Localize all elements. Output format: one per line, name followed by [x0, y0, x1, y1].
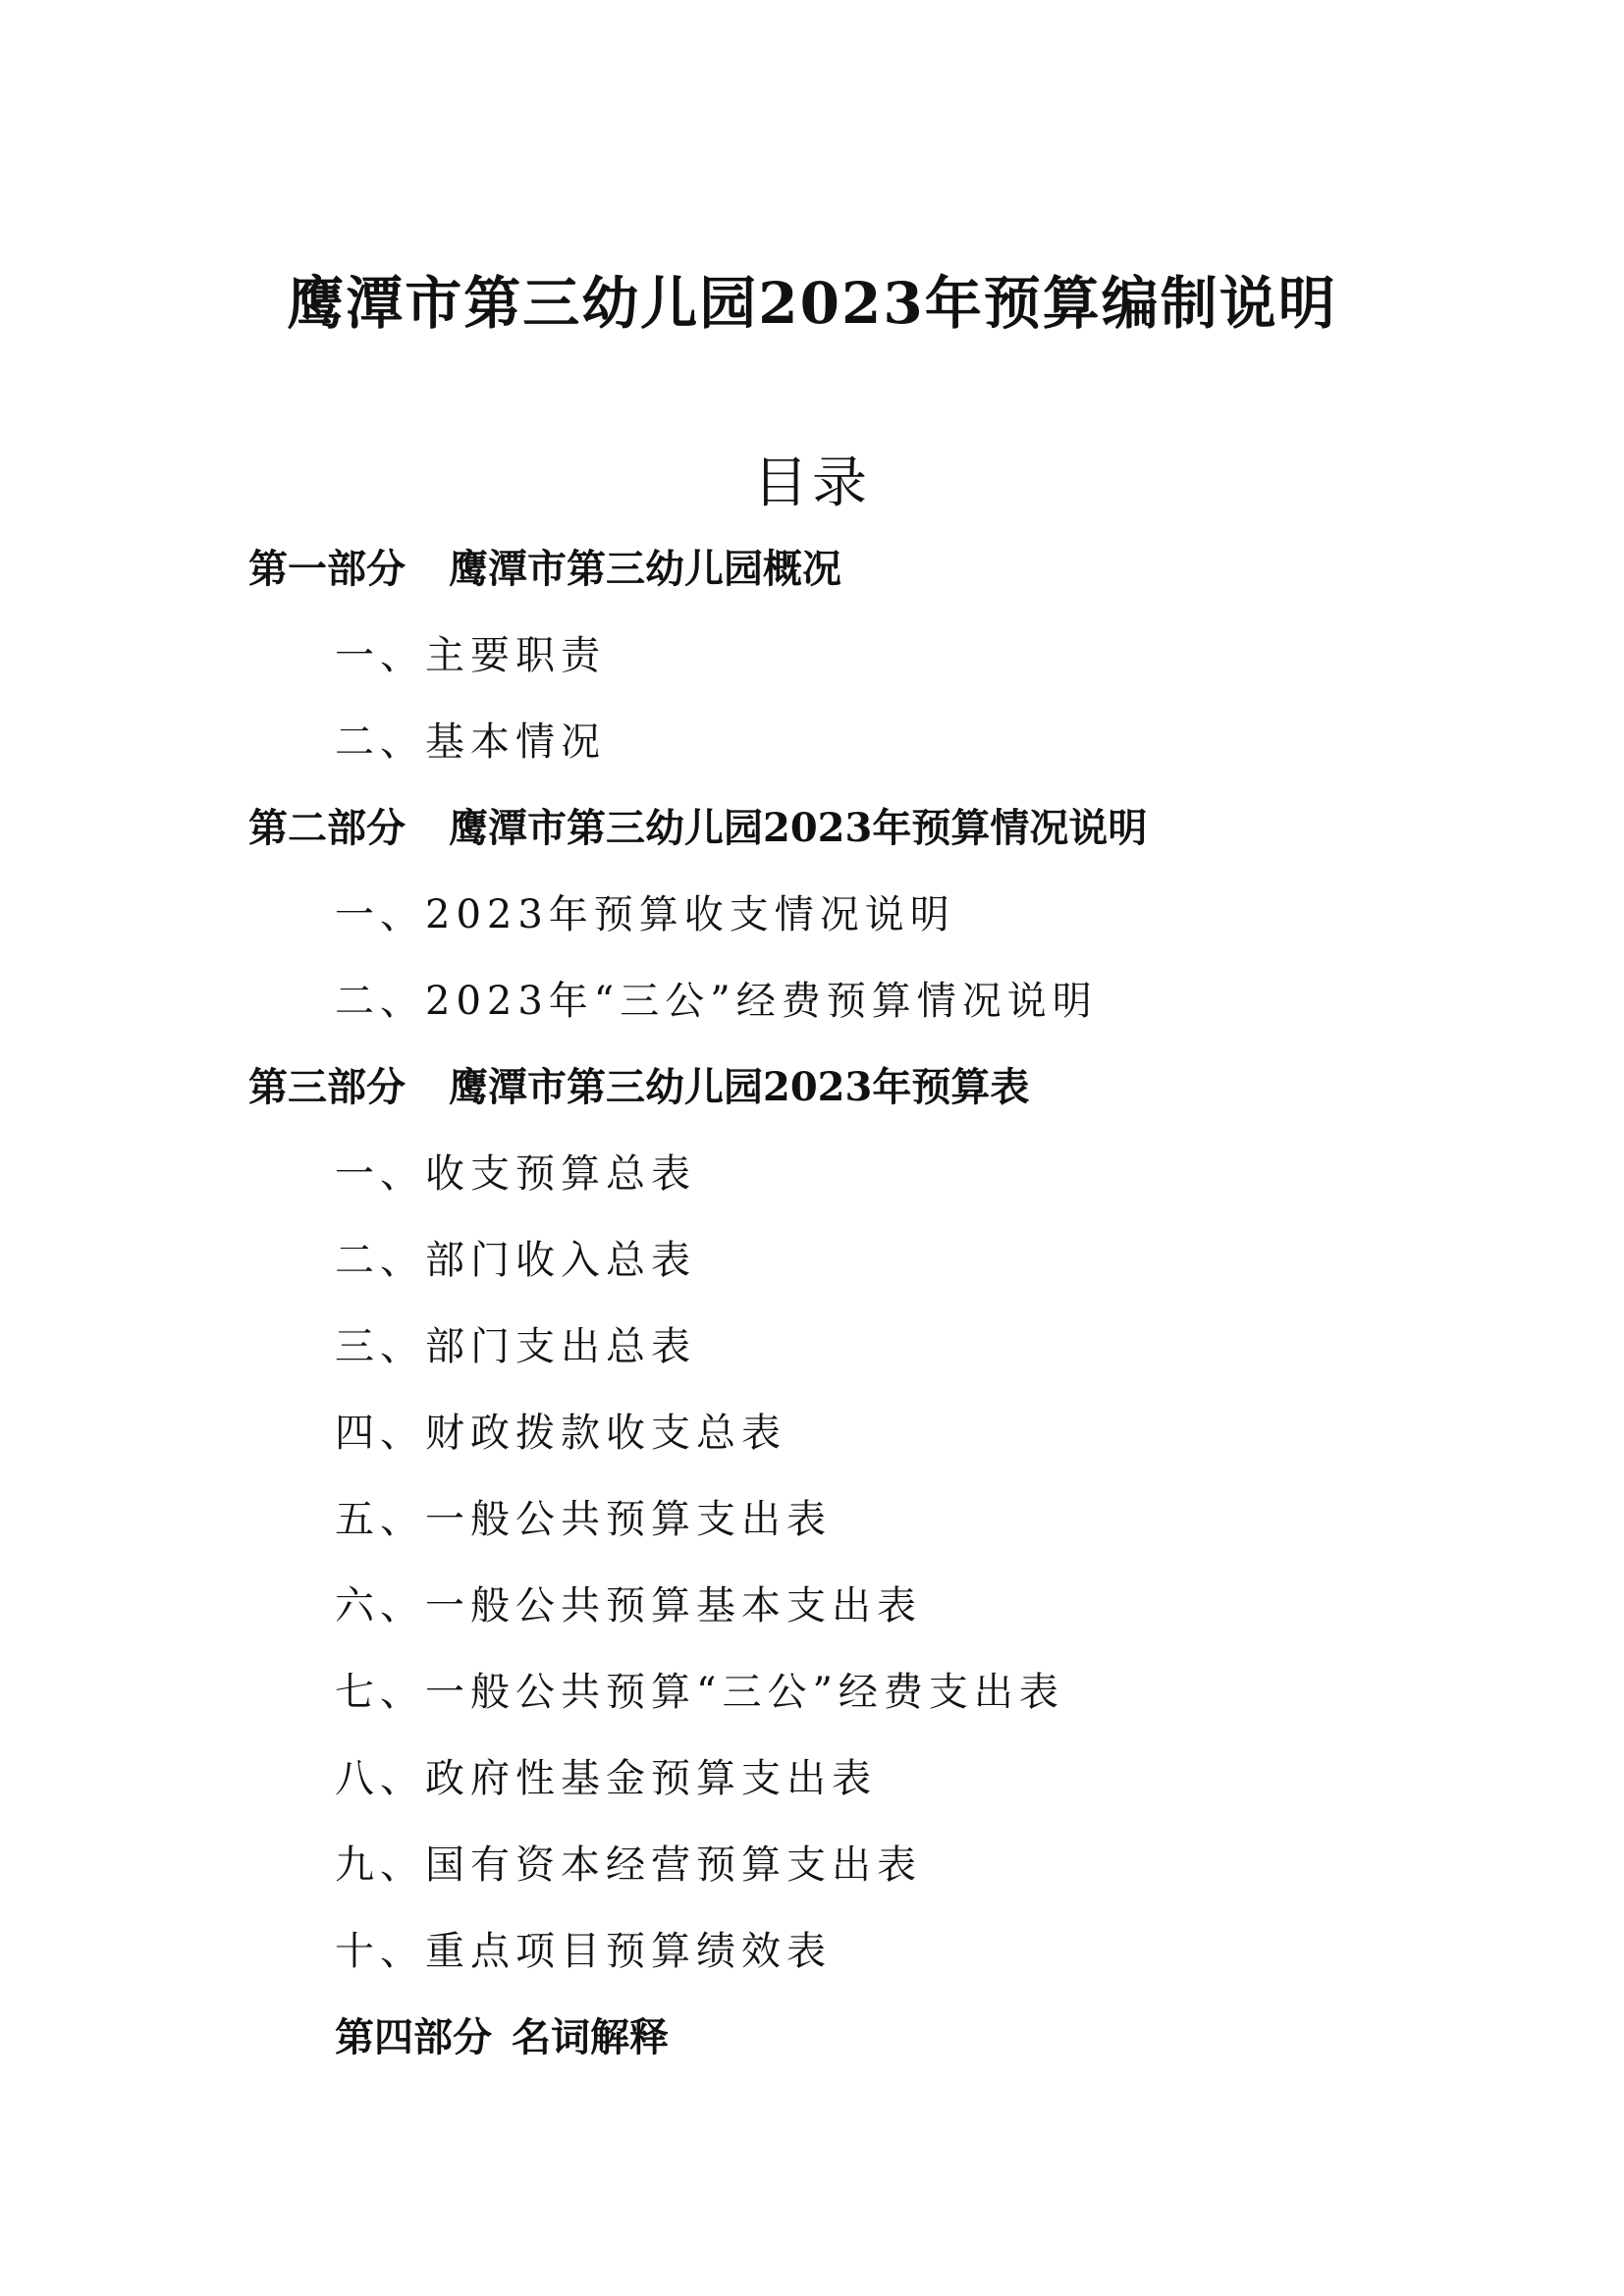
document-title: 鹰潭市第三幼儿园2023年预算编制说明 — [287, 270, 1337, 337]
toc-item: 一、主要职责 — [335, 633, 606, 678]
toc-part-title: 鹰潭市第三幼儿园2023年预算情况说明 — [449, 805, 1148, 851]
toc-part-label: 第三部分 — [248, 1064, 406, 1110]
toc-part-title: 鹰潭市第三幼儿园概况 — [449, 546, 841, 592]
toc-item: 六、一般公共预算基本支出表 — [335, 1583, 922, 1629]
toc-item: 三、部门支出总表 — [335, 1324, 696, 1369]
toc-heading: 目录 — [753, 452, 871, 515]
toc-part-2 — [248, 797, 1147, 853]
toc-item: 十、重点项目预算绩效表 — [335, 1929, 832, 1974]
toc-part-3 — [248, 1056, 1029, 1112]
toc-item: 二、2023年“三公”经费预算情况说明 — [335, 979, 1098, 1024]
toc-item: 五、一般公共预算支出表 — [335, 1497, 832, 1542]
toc-part-label: 第二部分 — [248, 805, 406, 851]
toc-part-4 — [335, 2006, 669, 2062]
toc-item: 一、2023年预算收支情况说明 — [335, 892, 955, 937]
toc-part-label: 第一部分 — [248, 546, 406, 592]
toc-part-1 — [248, 538, 841, 594]
toc-item: 四、财政拨款收支总表 — [335, 1411, 786, 1456]
toc-item: 九、国有资本经营预算支出表 — [335, 1842, 922, 1888]
toc-item: 八、政府性基金预算支出表 — [335, 1756, 877, 1801]
toc-item: 二、基本情况 — [335, 720, 606, 765]
toc-item: 一、收支预算总表 — [335, 1151, 696, 1197]
toc-item: 七、一般公共预算“三公”经费支出表 — [335, 1670, 1064, 1715]
toc-part-label: 第四部分 — [335, 2014, 492, 2060]
toc-part-title: 鹰潭市第三幼儿园2023年预算表 — [449, 1064, 1030, 1110]
toc-item: 二、部门收入总表 — [335, 1238, 696, 1283]
toc-part-title: 名词解释 — [512, 2014, 669, 2060]
